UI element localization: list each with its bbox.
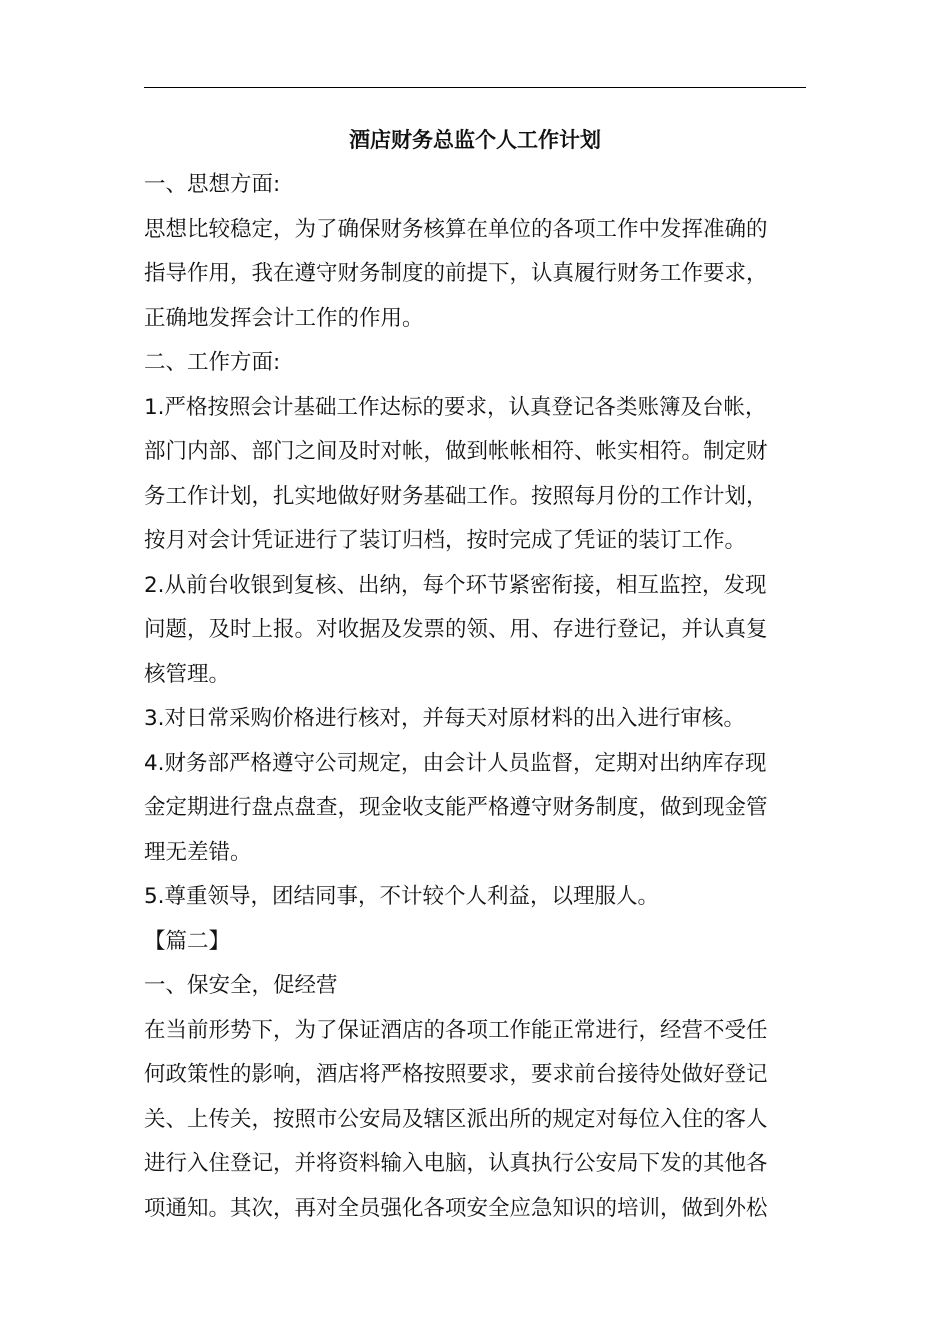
body-line: 3.对日常采购价格进行核对，并每天对原材料的出入进行审核。 (144, 706, 746, 731)
body-line: 一、思想方面: (144, 172, 281, 197)
document-title: 酒店财务总监个人工作计划 (349, 128, 601, 152)
body-line: 一、保安全，促经营 (144, 973, 338, 998)
body-line: 【篇二】 (144, 928, 231, 954)
body-line: 在当前形势下，为了保证酒店的各项工作能正常进行，经营不受任 (144, 1017, 768, 1043)
body-line: 二、工作方面: (144, 350, 281, 375)
header-rule (144, 87, 806, 88)
body-line: 问题，及时上报。对收据及发票的领、用、存进行登记，并认真复 (144, 617, 768, 642)
body-line: 项通知。其次，再对全员强化各项安全应急知识的培训，做到外松 (144, 1195, 768, 1221)
body-line: 正确地发挥会计工作的作用。 (144, 305, 424, 331)
body-line: 何政策性的影响，酒店将严格按照要求，要求前台接待处做好登记 (144, 1062, 768, 1087)
body-line: 2.从前台收银到复核、出纳，每个环节紧密衔接，相互监控，发现 (144, 572, 767, 598)
body-line: 金定期进行盘点盘查，现金收支能严格遵守财务制度，做到现金管 (144, 795, 768, 820)
body-line: 指导作用，我在遵守财务制度的前提下，认真履行财务工作要求， (144, 261, 768, 286)
body-line: 进行入住登记，并将资料输入电脑，认真执行公安局下发的其他各 (144, 1151, 768, 1176)
body-line: 5.尊重领导，团结同事，不计较个人利益，以理服人。 (144, 884, 660, 909)
body-line: 理无差错。 (144, 839, 252, 865)
document-body (144, 170, 806, 1238)
body-line: 按月对会计凭证进行了装订归档，按时完成了凭证的装订工作。 (144, 528, 747, 553)
body-line: 务工作计划，扎实地做好财务基础工作。按照每月份的工作计划， (144, 483, 768, 509)
body-line: 核管理。 (144, 661, 231, 687)
body-line: 部门内部、部门之间及时对帐，做到帐帐相符、帐实相符。制定财 (144, 439, 768, 464)
body-line: 1.严格按照会计基础工作达标的要求，认真登记各类账簿及台帐， (144, 394, 767, 420)
body-line: 4.财务部严格遵守公司规定，由会计人员监督，定期对出纳库存现 (144, 750, 767, 776)
body-line: 思想比较稳定，为了确保财务核算在单位的各项工作中发挥准确的 (144, 216, 768, 242)
body-line: 关、上传关，按照市公安局及辖区派出所的规定对每位入住的客人 (144, 1106, 768, 1132)
